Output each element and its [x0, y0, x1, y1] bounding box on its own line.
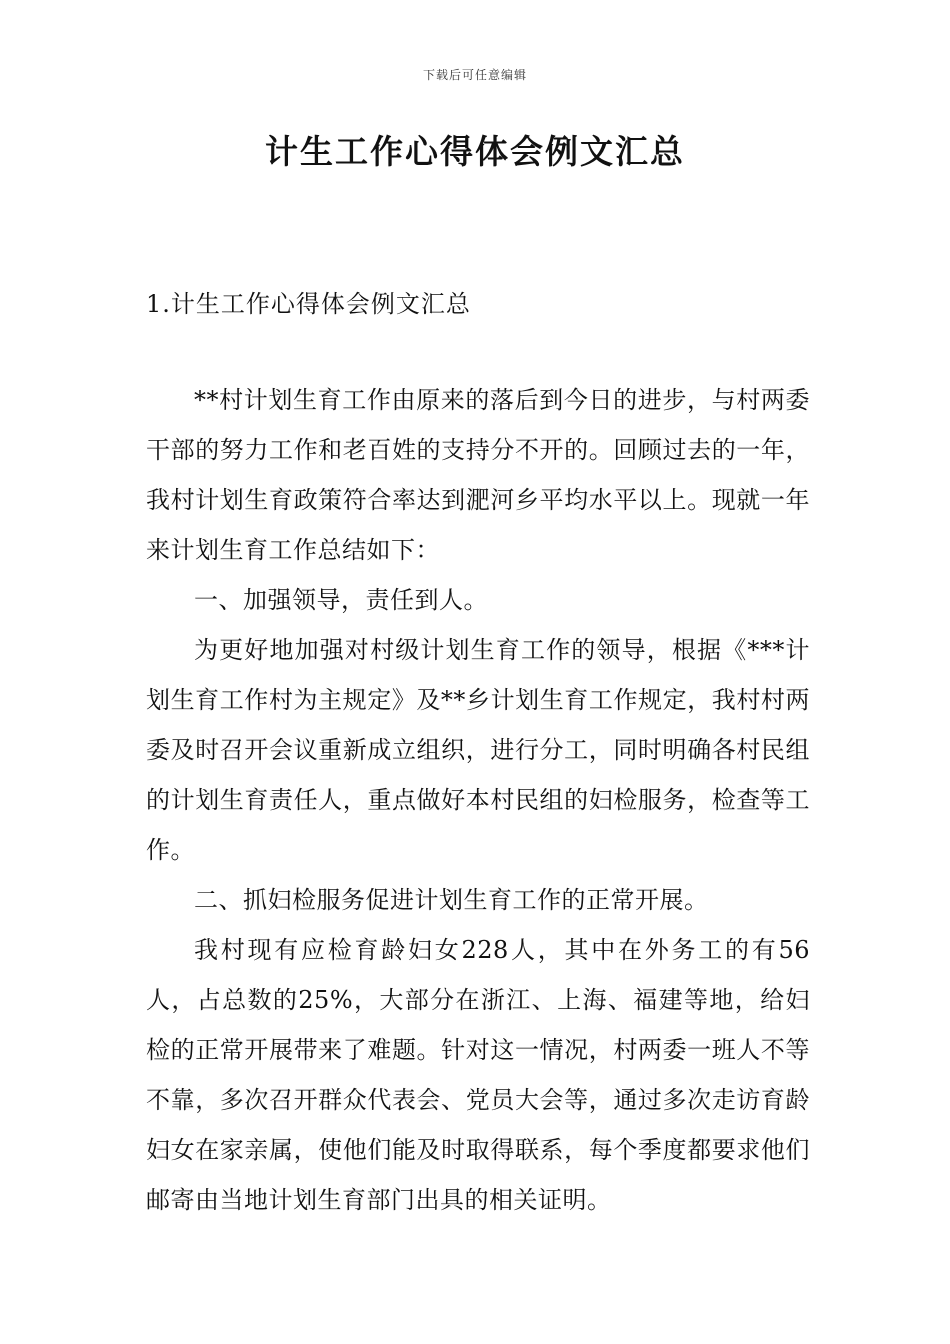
header-note: 下载后可任意编辑: [422, 68, 527, 82]
document-body: [146, 375, 810, 1225]
paragraph-inspection: 我村现有应检育龄妇女228人，其中在外务工的有56人，占总数的25%，大部分在浙江、上海、福建等地，给妇检的正常开展带来了难题。针对这一情况，村两委一班人不等不靠，多次召开群众代表会、党员大会等，通过多次走访育龄妇女在家亲属，使他们能及时取得联系，每个季度都要求他们邮寄由当地计划生育部门出具的相关证明。: [146, 936, 810, 1214]
section-heading: 1.计生工作心得体会例文汇总: [146, 290, 471, 318]
paragraph-subheading-1: 一、加强领导，责任到人。: [194, 586, 488, 614]
paragraph-intro: **村计划生育工作由原来的落后到今日的进步，与村两委干部的努力工作和老百姓的支持分不开的。回顾过去的一年，我村计划生育政策符合率达到淝河乡平均水平以上。现就一年来计划生育工作总结如下：: [146, 386, 810, 564]
paragraph-leadership: 为更好地加强对村级计划生育工作的领导，根据《***计划生育工作村为主规定》及**乡计划生育工作规定，我村村两委及时召开会议重新成立组织，进行分工，同时明确各村民组的计划生育责任人，重点做好本村民组的妇检服务，检查等工作。: [146, 636, 810, 864]
paragraph-subheading-2: 二、抓妇检服务促进计划生育工作的正常开展。: [194, 886, 709, 914]
document-title: 计生工作心得体会例文汇总: [265, 132, 685, 171]
